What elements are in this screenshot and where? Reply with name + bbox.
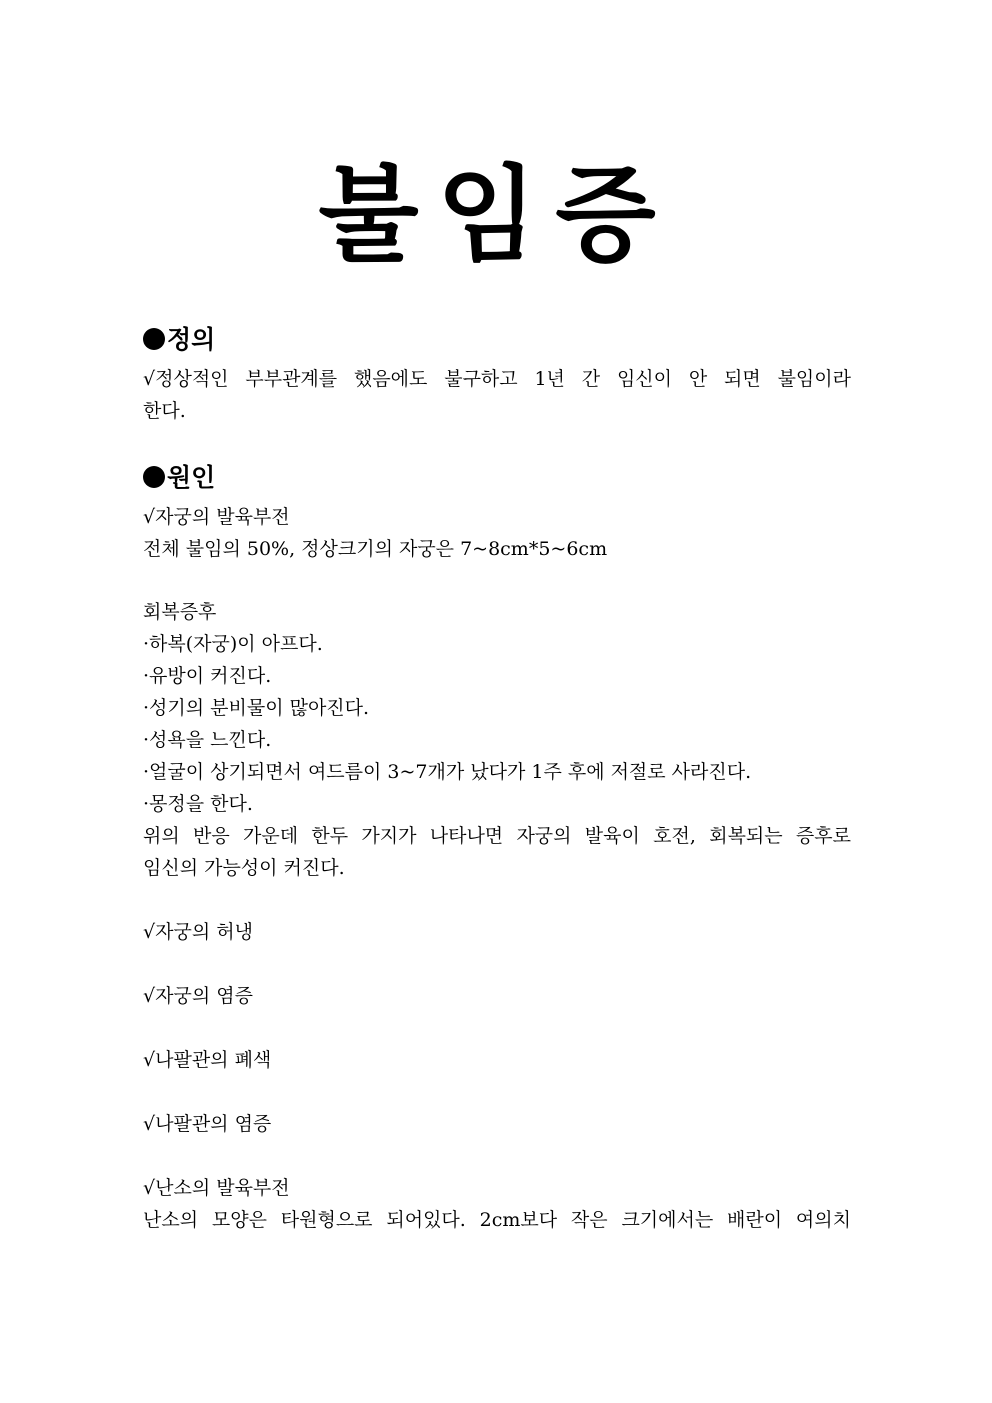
recovery-summary-line-2: 임신의 가능성이 커진다.: [143, 857, 345, 879]
page-title: 불임증: [318, 154, 674, 276]
recovery-sign-item: ·유방이 커진다.: [143, 665, 272, 687]
bullet-icon: [143, 328, 165, 350]
tube-inflammation-heading: √나팔관의 염증: [143, 1113, 272, 1135]
recovery-sign-item: ·성기의 분비물이 많아진다.: [143, 697, 370, 719]
uterus-cold-heading: √자궁의 허냉: [143, 921, 253, 943]
section-heading-definition-label: 정의: [167, 325, 216, 354]
recovery-sign-item: ·몽정을 한다.: [143, 793, 253, 815]
recovery-sign-item: ·얼굴이 상기되면서 여드름이 3~7개가 났다가 1주 후에 저절로 사라진다.: [143, 761, 752, 783]
uterus-underdevelopment-line-1: 전체 불임의 50%, 정상크기의 자궁은 7~8cm*5~6cm: [143, 538, 608, 560]
definition-line-2: 한다.: [143, 400, 186, 422]
recovery-signs-heading: 회복증후: [143, 601, 217, 623]
uterus-inflammation-heading: √자궁의 염증: [143, 985, 253, 1007]
ovary-underdevelopment-line-1: 난소의 모양은 타원형으로 되어있다. 2cm보다 작은 크기에서는 배란이 여의치: [143, 1209, 851, 1231]
recovery-sign-item: ·성욕을 느낀다.: [143, 729, 272, 751]
section-heading-cause-label: 원인: [167, 463, 216, 492]
tube-blockage-heading: √나팔관의 폐색: [143, 1049, 272, 1071]
uterus-underdevelopment-heading: √자궁의 발육부전: [143, 506, 290, 528]
ovary-underdevelopment-heading: √난소의 발육부전: [143, 1177, 290, 1199]
definition-line-1: √정상적인 부부관계를 했음에도 불구하고 1년 간 임신이 안 되면 불임이라: [143, 368, 851, 390]
recovery-summary-line-1: 위의 반응 가운데 한두 가지가 나타나면 자궁의 발육이 호전, 회복되는 증후로: [143, 825, 851, 847]
recovery-sign-item: ·하복(자궁)이 아프다.: [143, 633, 323, 655]
section-heading-cause: [143, 462, 215, 494]
section-heading-definition: [143, 324, 215, 356]
bullet-icon: [143, 466, 165, 488]
